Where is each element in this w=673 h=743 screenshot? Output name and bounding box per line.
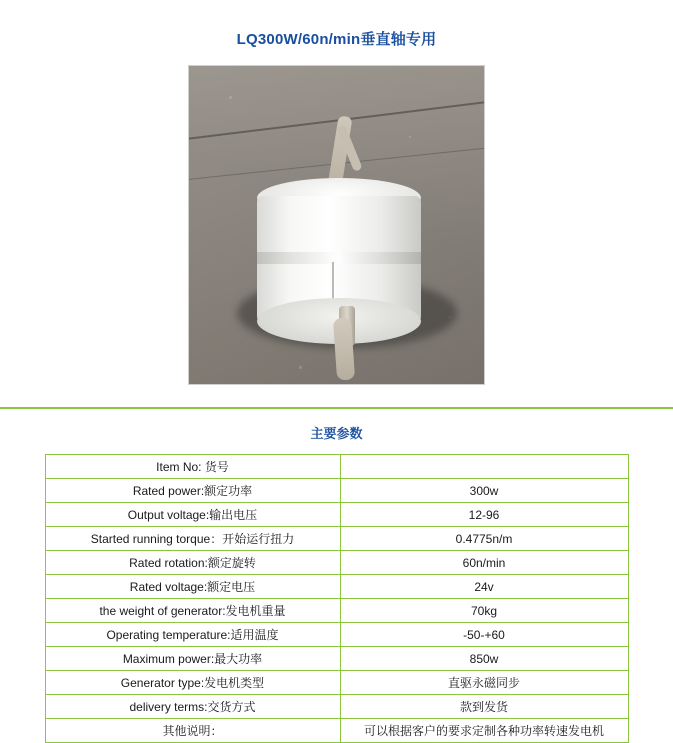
spec-value: 850w [340, 647, 628, 671]
spec-label: Rated rotation:额定旋转 [45, 551, 340, 575]
spec-label: Started running torque：开始运行扭力 [45, 527, 340, 551]
spec-label: Rated voltage:额定电压 [45, 575, 340, 599]
generator-band [257, 252, 421, 264]
spec-label: the weight of generator:发电机重量 [45, 599, 340, 623]
spec-value: 0.4775n/m [340, 527, 628, 551]
table-row [45, 503, 628, 527]
section-title: 主要参数 [310, 426, 363, 441]
table-row [45, 647, 628, 671]
page-title: LQ300W/60n/min垂直轴专用 [236, 31, 437, 48]
spec-value: 12-96 [340, 503, 628, 527]
spec-label: Operating temperature:适用温度 [45, 623, 340, 647]
spec-value: 直驱永磁同步 [340, 671, 628, 695]
spec-label: Maximum power:最大功率 [45, 647, 340, 671]
table-row [45, 527, 628, 551]
table-row [45, 719, 628, 743]
table-row [45, 479, 628, 503]
ground-speck [229, 96, 232, 99]
spec-label: Generator type:发电机类型 [45, 671, 340, 695]
product-image [188, 65, 485, 385]
spec-table [45, 454, 629, 743]
spec-label: Rated power:额定功率 [45, 479, 340, 503]
spec-value [340, 455, 628, 479]
spec-value: 24v [340, 575, 628, 599]
spec-value: -50-+60 [340, 623, 628, 647]
spec-value: 300w [340, 479, 628, 503]
spec-value: 70kg [340, 599, 628, 623]
ground-speck [409, 136, 411, 138]
table-row [45, 575, 628, 599]
table-row [45, 599, 628, 623]
spec-value: 60n/min [340, 551, 628, 575]
spec-label: Item No: 货号 [45, 455, 340, 479]
table-row [45, 455, 628, 479]
table-row [45, 551, 628, 575]
ground-speck [299, 366, 302, 369]
spec-value: 款到发货 [340, 695, 628, 719]
table-row [45, 695, 628, 719]
spec-value: 可以根据客户的要求定制各种功率转速发电机 [340, 719, 628, 743]
spec-table-body [45, 455, 628, 743]
spec-label: Output voltage:输出电压 [45, 503, 340, 527]
table-row [45, 671, 628, 695]
table-row [45, 623, 628, 647]
spec-label: 其他说明： [45, 719, 340, 743]
spec-label: delivery terms:交货方式 [45, 695, 340, 719]
